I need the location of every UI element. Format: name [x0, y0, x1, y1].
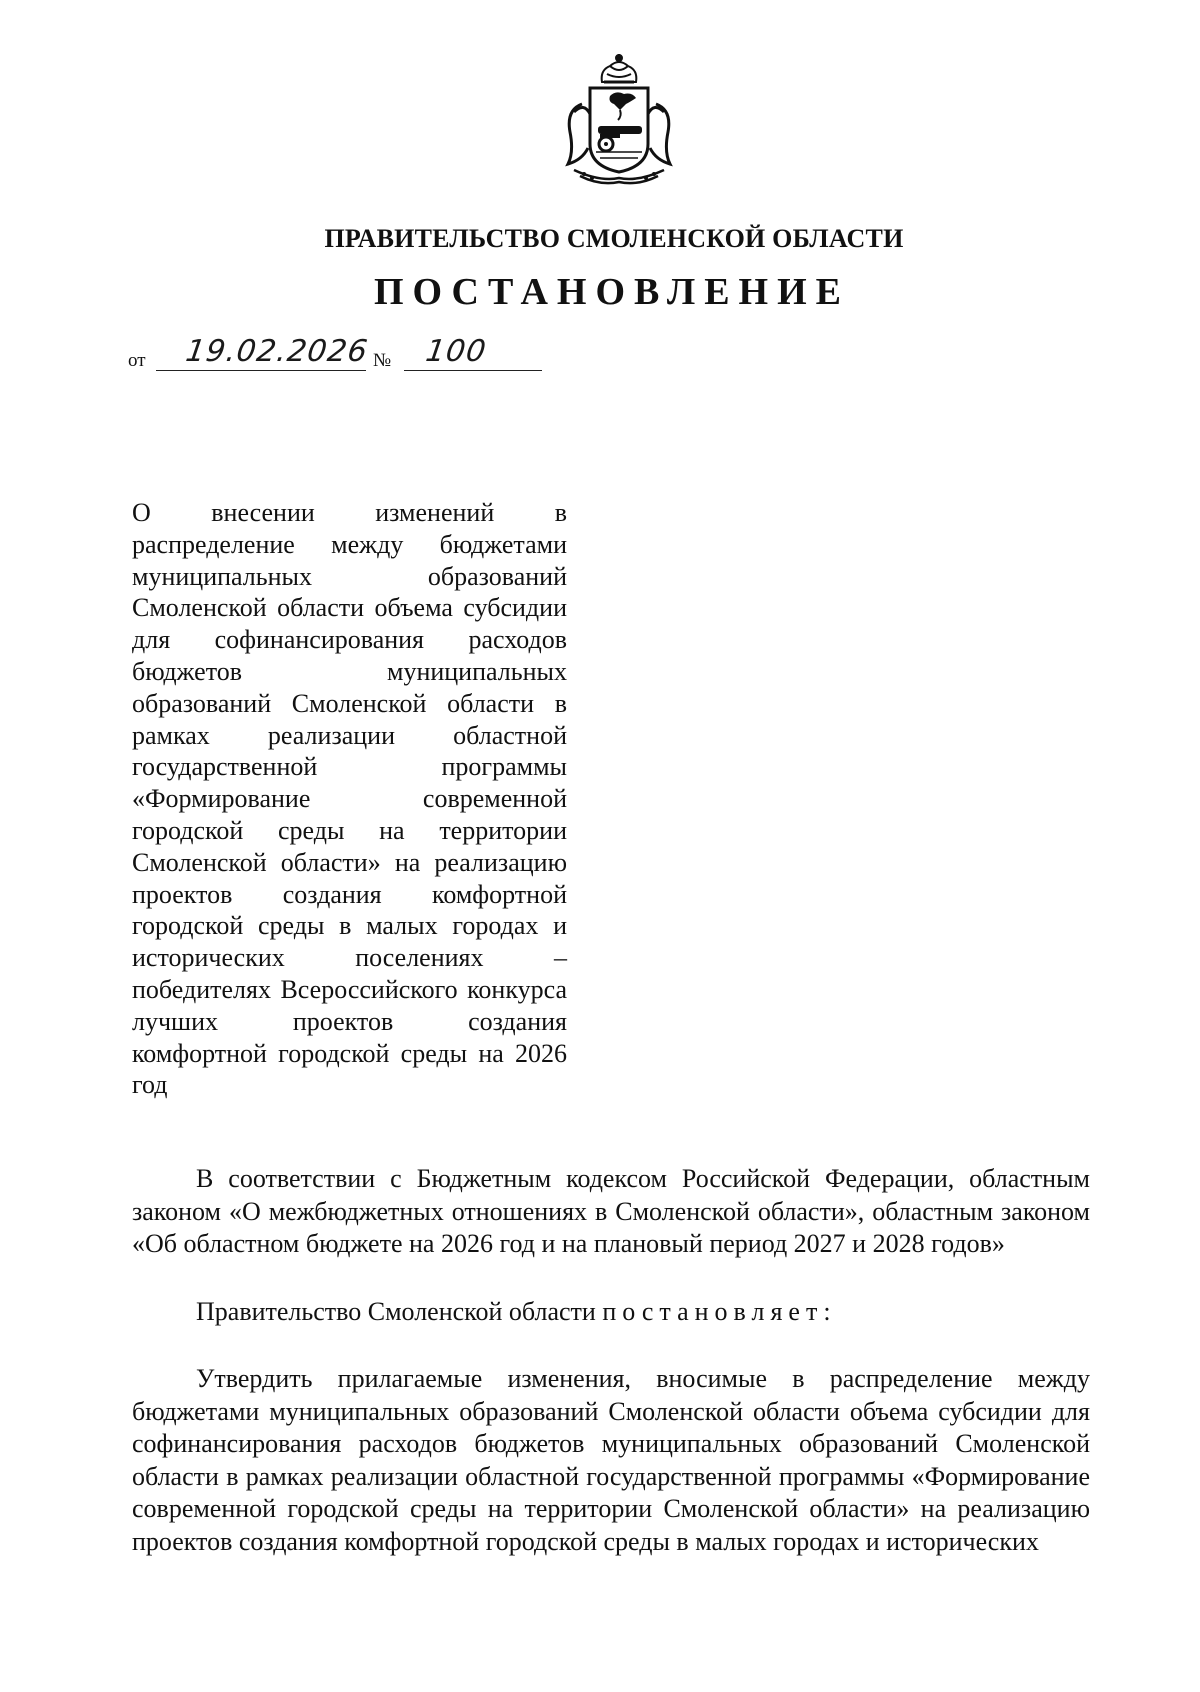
date-field [156, 334, 371, 371]
handwritten-number: 100 [423, 334, 489, 369]
date-label: от [128, 350, 146, 371]
body-paragraph-resolution [132, 1296, 1090, 1329]
number-label: № [373, 350, 392, 371]
resolution-prefix: Правительство Смоленской области [196, 1297, 603, 1326]
body-paragraph-approve: Утвердить прилагаемые изменения, вносимые в распределение между бюджетами муниципальных образований Смоленской области объема субсидии для софинансирования расходов бюджетов муниципальных образований Смоленской области в рамках реализации областной государственной программы «Формирование современной городской среды на территории Смоленской области» на реализацию проектов создания комфортной городской среды в малых городах и исторических [132, 1364, 1090, 1556]
body-paragraph-basis: В соответствии с Бюджетным кодексом Российской Федерации, областным законом «О межбюджетных отношениях в Смоленской области», областным законом «Об областном бюджете на 2026 год и на плановый период 2027 и 2028 годов» [132, 1164, 1090, 1258]
resolution-suffix: : [823, 1297, 831, 1326]
organization-title: ПРАВИТЕЛЬСТВО СМОЛЕНСКОЙ ОБЛАСТИ [324, 224, 904, 253]
handwritten-date: 19.02.2026 [183, 334, 371, 369]
coat-of-arms-icon [560, 52, 678, 187]
document-subject: О внесении изменений в распределение между бюджетами муниципальных образований Смоленской области объема субсидии для софинансирования расходов бюджетов муниципальных образований Смоленской области в рамках реализации областной государственной программы «Формирование современной городской среды на территории Смоленской области» на реализацию проектов создания комфортной городской среды в малых городах и исторических поселениях – победителях Всероссийского конкурса лучших проектов создания комфортной городской среды на 2026 год [132, 498, 567, 1100]
document-dateline [128, 334, 558, 374]
document-type-title: ПОСТАНОВЛЕНИЕ [373, 271, 851, 313]
number-field [404, 334, 542, 371]
resolution-keyword: постановляет [602, 1297, 824, 1326]
